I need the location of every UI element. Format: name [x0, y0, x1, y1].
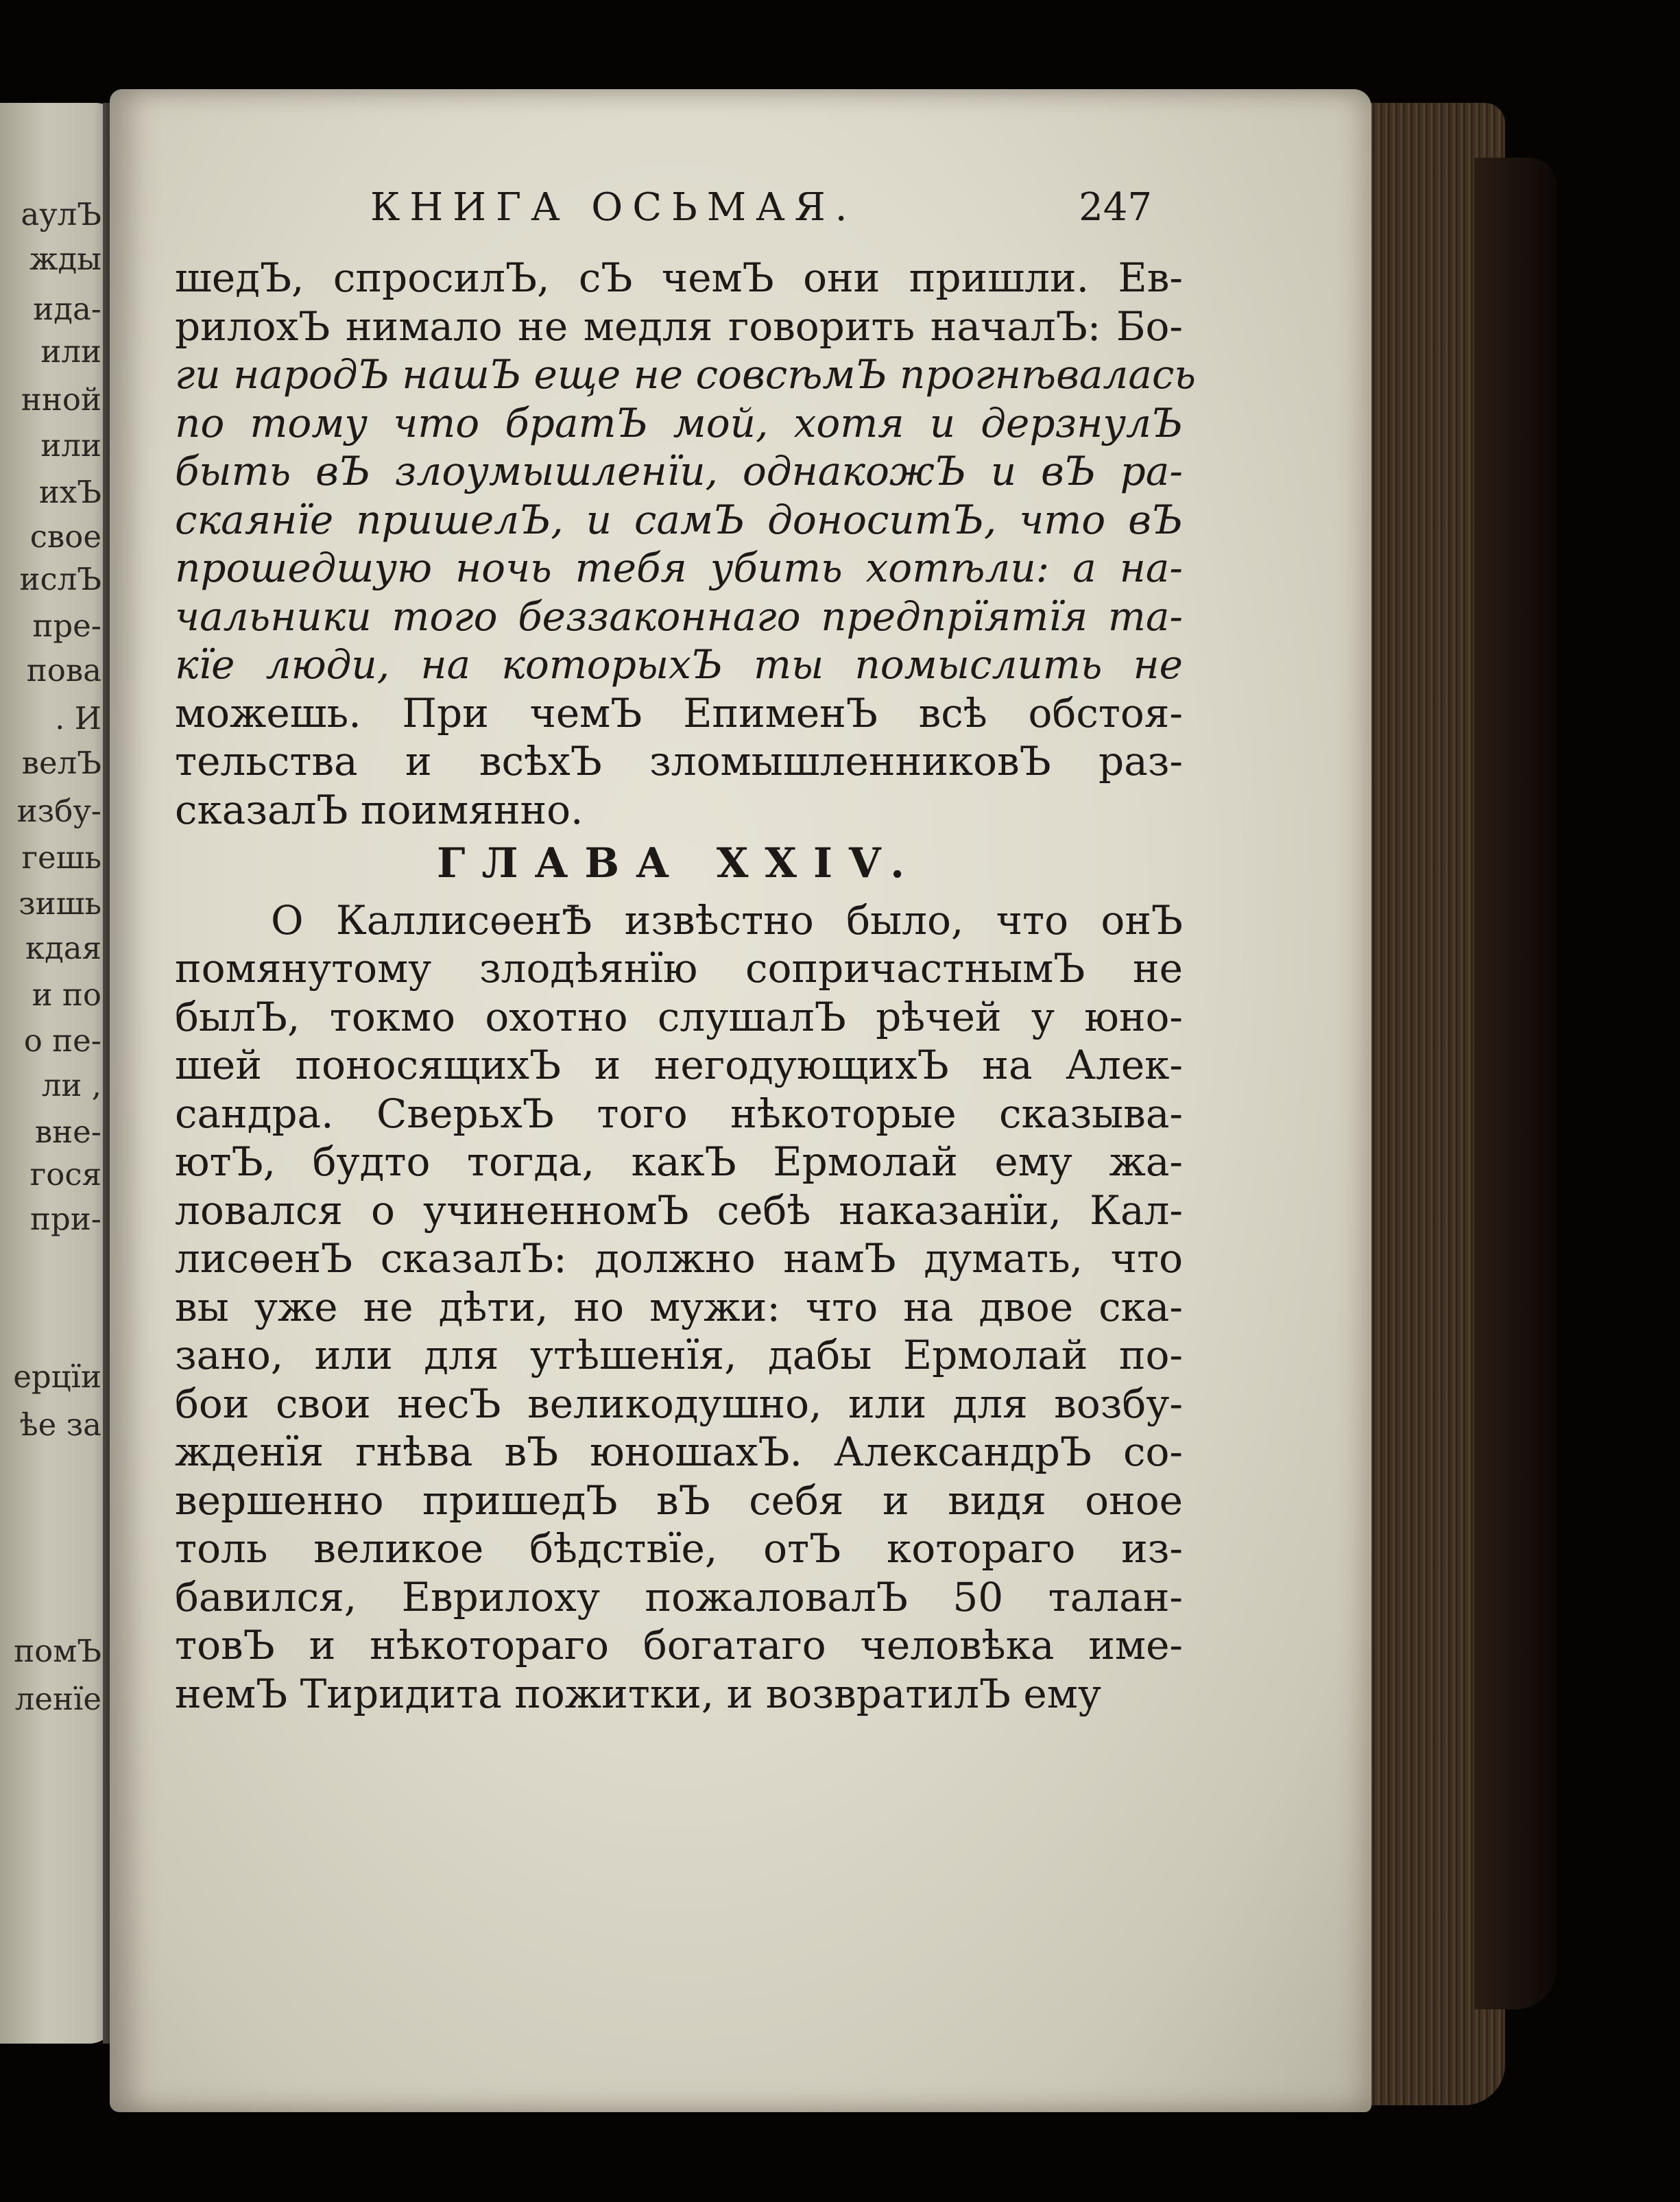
left-page-fragment: ѣе за [19, 1407, 101, 1443]
running-header [370, 185, 1152, 230]
left-page-fragment: ихЪ [38, 474, 101, 510]
text-line: жденїя гнѣва вЪ юношахЪ. АлександрЪ со- [175, 1428, 1183, 1475]
text-line: сандра. СверьхЪ того нѣкоторые сказыва- [175, 1090, 1183, 1137]
text-line: быть вЪ злоумышленїи, однакожЪ и вЪ ра- [175, 448, 1183, 494]
left-page-fragment: ерцїи [13, 1359, 101, 1395]
left-page-fragment: о пе- [23, 1022, 101, 1059]
left-page-fragment: или [40, 333, 101, 370]
text-line: по тому что братЪ мой, хотя и дерзнулЪ [175, 399, 1183, 446]
text-line: тельства и всѣхЪ зломышленниковЪ раз- [175, 738, 1183, 785]
text-line: прошедшую ночь тебя убить хотѣли: а на- [175, 544, 1183, 591]
page-number: 247 [1079, 185, 1152, 230]
left-page-fragment: гося [29, 1156, 101, 1193]
left-page-fragment: вне- [34, 1114, 101, 1150]
chapter-heading: ГЛАВА XXIV. [437, 839, 921, 887]
text-line: вы уже не дѣти, но мужи: что на двое ска- [175, 1283, 1183, 1330]
left-page-fragment: кдая [25, 930, 101, 966]
left-page-fragment: жды [29, 241, 101, 277]
left-page-fragment: ислЪ [19, 561, 101, 597]
text-line: скаянїе пришелЪ, и самЪ доноситЪ, что вЪ [175, 496, 1183, 543]
text-line: можешь. При чемЪ ЕпименЪ всѣ обстоя- [175, 689, 1183, 737]
text-line: немЪ Тиридита пожитки, и возвратилЪ ему [175, 1670, 1101, 1717]
text-line: толь великое бѣдствїе, отЪ котораго из- [175, 1525, 1183, 1572]
text-line: шедЪ, спросилЪ, сЪ чемЪ они пришли. Ев- [175, 254, 1183, 301]
text-line: товЪ и нѣкотораго богатаго человѣка име- [175, 1622, 1183, 1668]
text-line: вершенно пришедЪ вЪ себя и видя оное [175, 1476, 1183, 1524]
text-line: былЪ, токмо охотно слушалЪ рѣчей у юно- [175, 993, 1183, 1040]
left-page-fragment: аулЪ [21, 196, 101, 232]
text-line: зано, или для утѣшенїя, дабы Ермолай по- [175, 1332, 1183, 1378]
left-page-fragment: ли , [41, 1067, 101, 1103]
text-line: чальники того беззаконнаго предпрїятїя та- [175, 593, 1183, 640]
left-page-fragment: ида- [33, 291, 101, 327]
text-line: сказалЪ поимянно. [175, 786, 584, 833]
left-page-fragment: . И [55, 700, 101, 737]
left-page-fragment: ленїе [14, 1681, 101, 1717]
text-line: рилохЪ нималo не медля говорить началЪ: Бо- [175, 302, 1183, 350]
left-page-fragment: при- [30, 1201, 101, 1237]
left-page-fragment: пре- [32, 608, 101, 644]
left-page-fragment: пова [26, 652, 101, 689]
running-title: КНИГА ОСЬМАЯ. [370, 185, 857, 230]
text-line: шей поносящихЪ и негодующихЪ на Алек- [175, 1042, 1183, 1088]
left-page-fragment: гешь [21, 839, 101, 876]
book-cover-edge [1474, 158, 1557, 2009]
text-line: ги народЪ нашЪ еще не совсѣмЪ прогнѣвалась [175, 351, 1196, 398]
left-page-fragment: свое [29, 518, 101, 555]
left-page-fragment: велЪ [21, 745, 101, 781]
left-page-fragment: и по [32, 977, 101, 1013]
text-line: ловался о учиненномЪ себѣ наказанїи, Кал- [175, 1186, 1183, 1234]
left-page-fragment: зишь [19, 885, 101, 922]
text-line: бавился, Еврилоху пожаловалЪ 50 талан- [175, 1573, 1183, 1620]
text-line: кїе люди, на которыхЪ ты помыслить не [175, 641, 1183, 688]
left-page-fragment: или [40, 427, 101, 464]
text-line: О КаллисѳенѢ извѣстно было, что онЪ [271, 896, 1183, 944]
left-page-fragment: избу- [16, 793, 101, 829]
text-line: бои свои несЪ великодушно, или для возбу- [175, 1380, 1183, 1427]
text-line: помянутому злодѣянїю сопричастнымЪ не [175, 945, 1183, 992]
left-page-fragment: помЪ [14, 1633, 101, 1669]
text-line: ютЪ, будто тогда, какЪ Ермолай ему жа- [175, 1138, 1183, 1185]
left-page-fragment: нной [21, 381, 101, 418]
text-line: лисѳенЪ сказалЪ: должно намЪ думать, что [175, 1235, 1183, 1282]
left-page-edge [0, 103, 117, 2044]
